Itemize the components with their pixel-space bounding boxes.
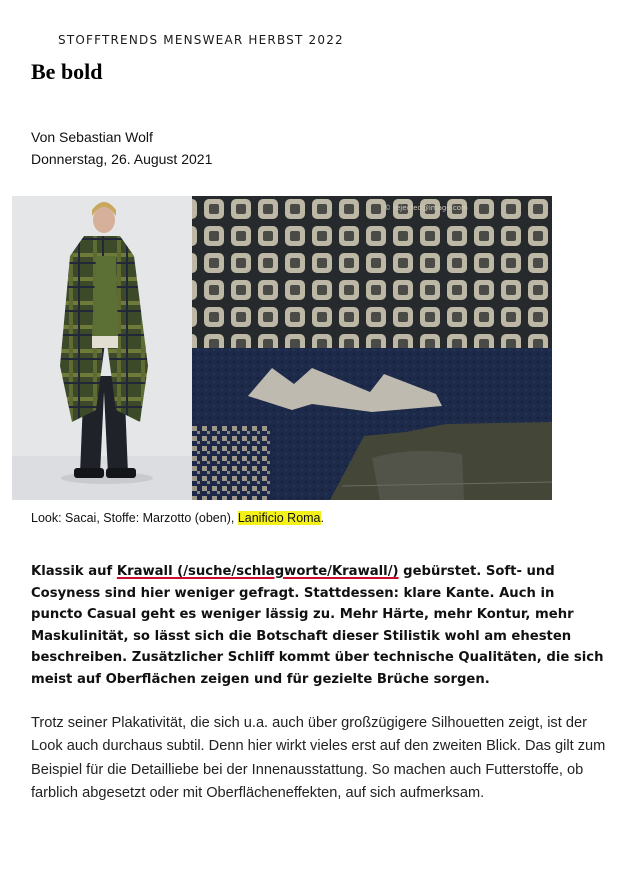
byline bbox=[31, 126, 212, 170]
date-line: Donnerstag, 26. August 2021 bbox=[31, 151, 213, 167]
hero-image bbox=[12, 196, 552, 500]
lead-text-rest: gebürstet. Soft- und Cosyness sind hier weniger gefragt. Stattdessen: klare Kante. Auch in puncto Casual geht es weniger lässig zu. Mehr Härte, mehr Kontur, mehr Maskulinität, so lässt sich die Botschaft dieser Stilistik wohl am ehesten beschreiben. Zusätzlicher Schliff kommt über technische Qualitäten, die sich meist auf Oberflächen zeigen und für gezielte Brüche sorgen. bbox=[31, 564, 604, 687]
lead-paragraph bbox=[31, 561, 606, 690]
caption-highlight: Lanificio Roma bbox=[237, 511, 321, 525]
body-paragraph: Trotz seiner Plakativität, die sich u.a. auch über großzügigere Silhouetten zeigt, ist der Look auch durchaus subtil. Denn hier wirkt vieles erst auf den zweiten Blick. Das gilt zum Beispiel für die Detailliebe bei der Innenausstattung. So machen auch Futterstoffe, ob farblich abgesetzt oder mit Oberflächeneffekten, auf sich aufmerksam. bbox=[31, 715, 606, 802]
image-watermark: © rejected@image.com bbox=[384, 204, 468, 212]
author-line: Von Sebastian Wolf bbox=[31, 129, 153, 145]
article-kicker: STOFFTRENDS MENSWEAR HERBST 2022 bbox=[58, 33, 344, 47]
caption-text: Look: Sacai, Stoffe: Marzotto (oben), bbox=[31, 511, 238, 525]
lead-text-start: Klassik auf bbox=[31, 564, 117, 579]
tag-link-krawall[interactable]: Krawall (/suche/schlagworte/Krawall/) bbox=[116, 564, 399, 579]
image-caption bbox=[31, 511, 324, 525]
article-title: Be bold bbox=[31, 59, 103, 84]
caption-suffix: . bbox=[320, 511, 324, 525]
